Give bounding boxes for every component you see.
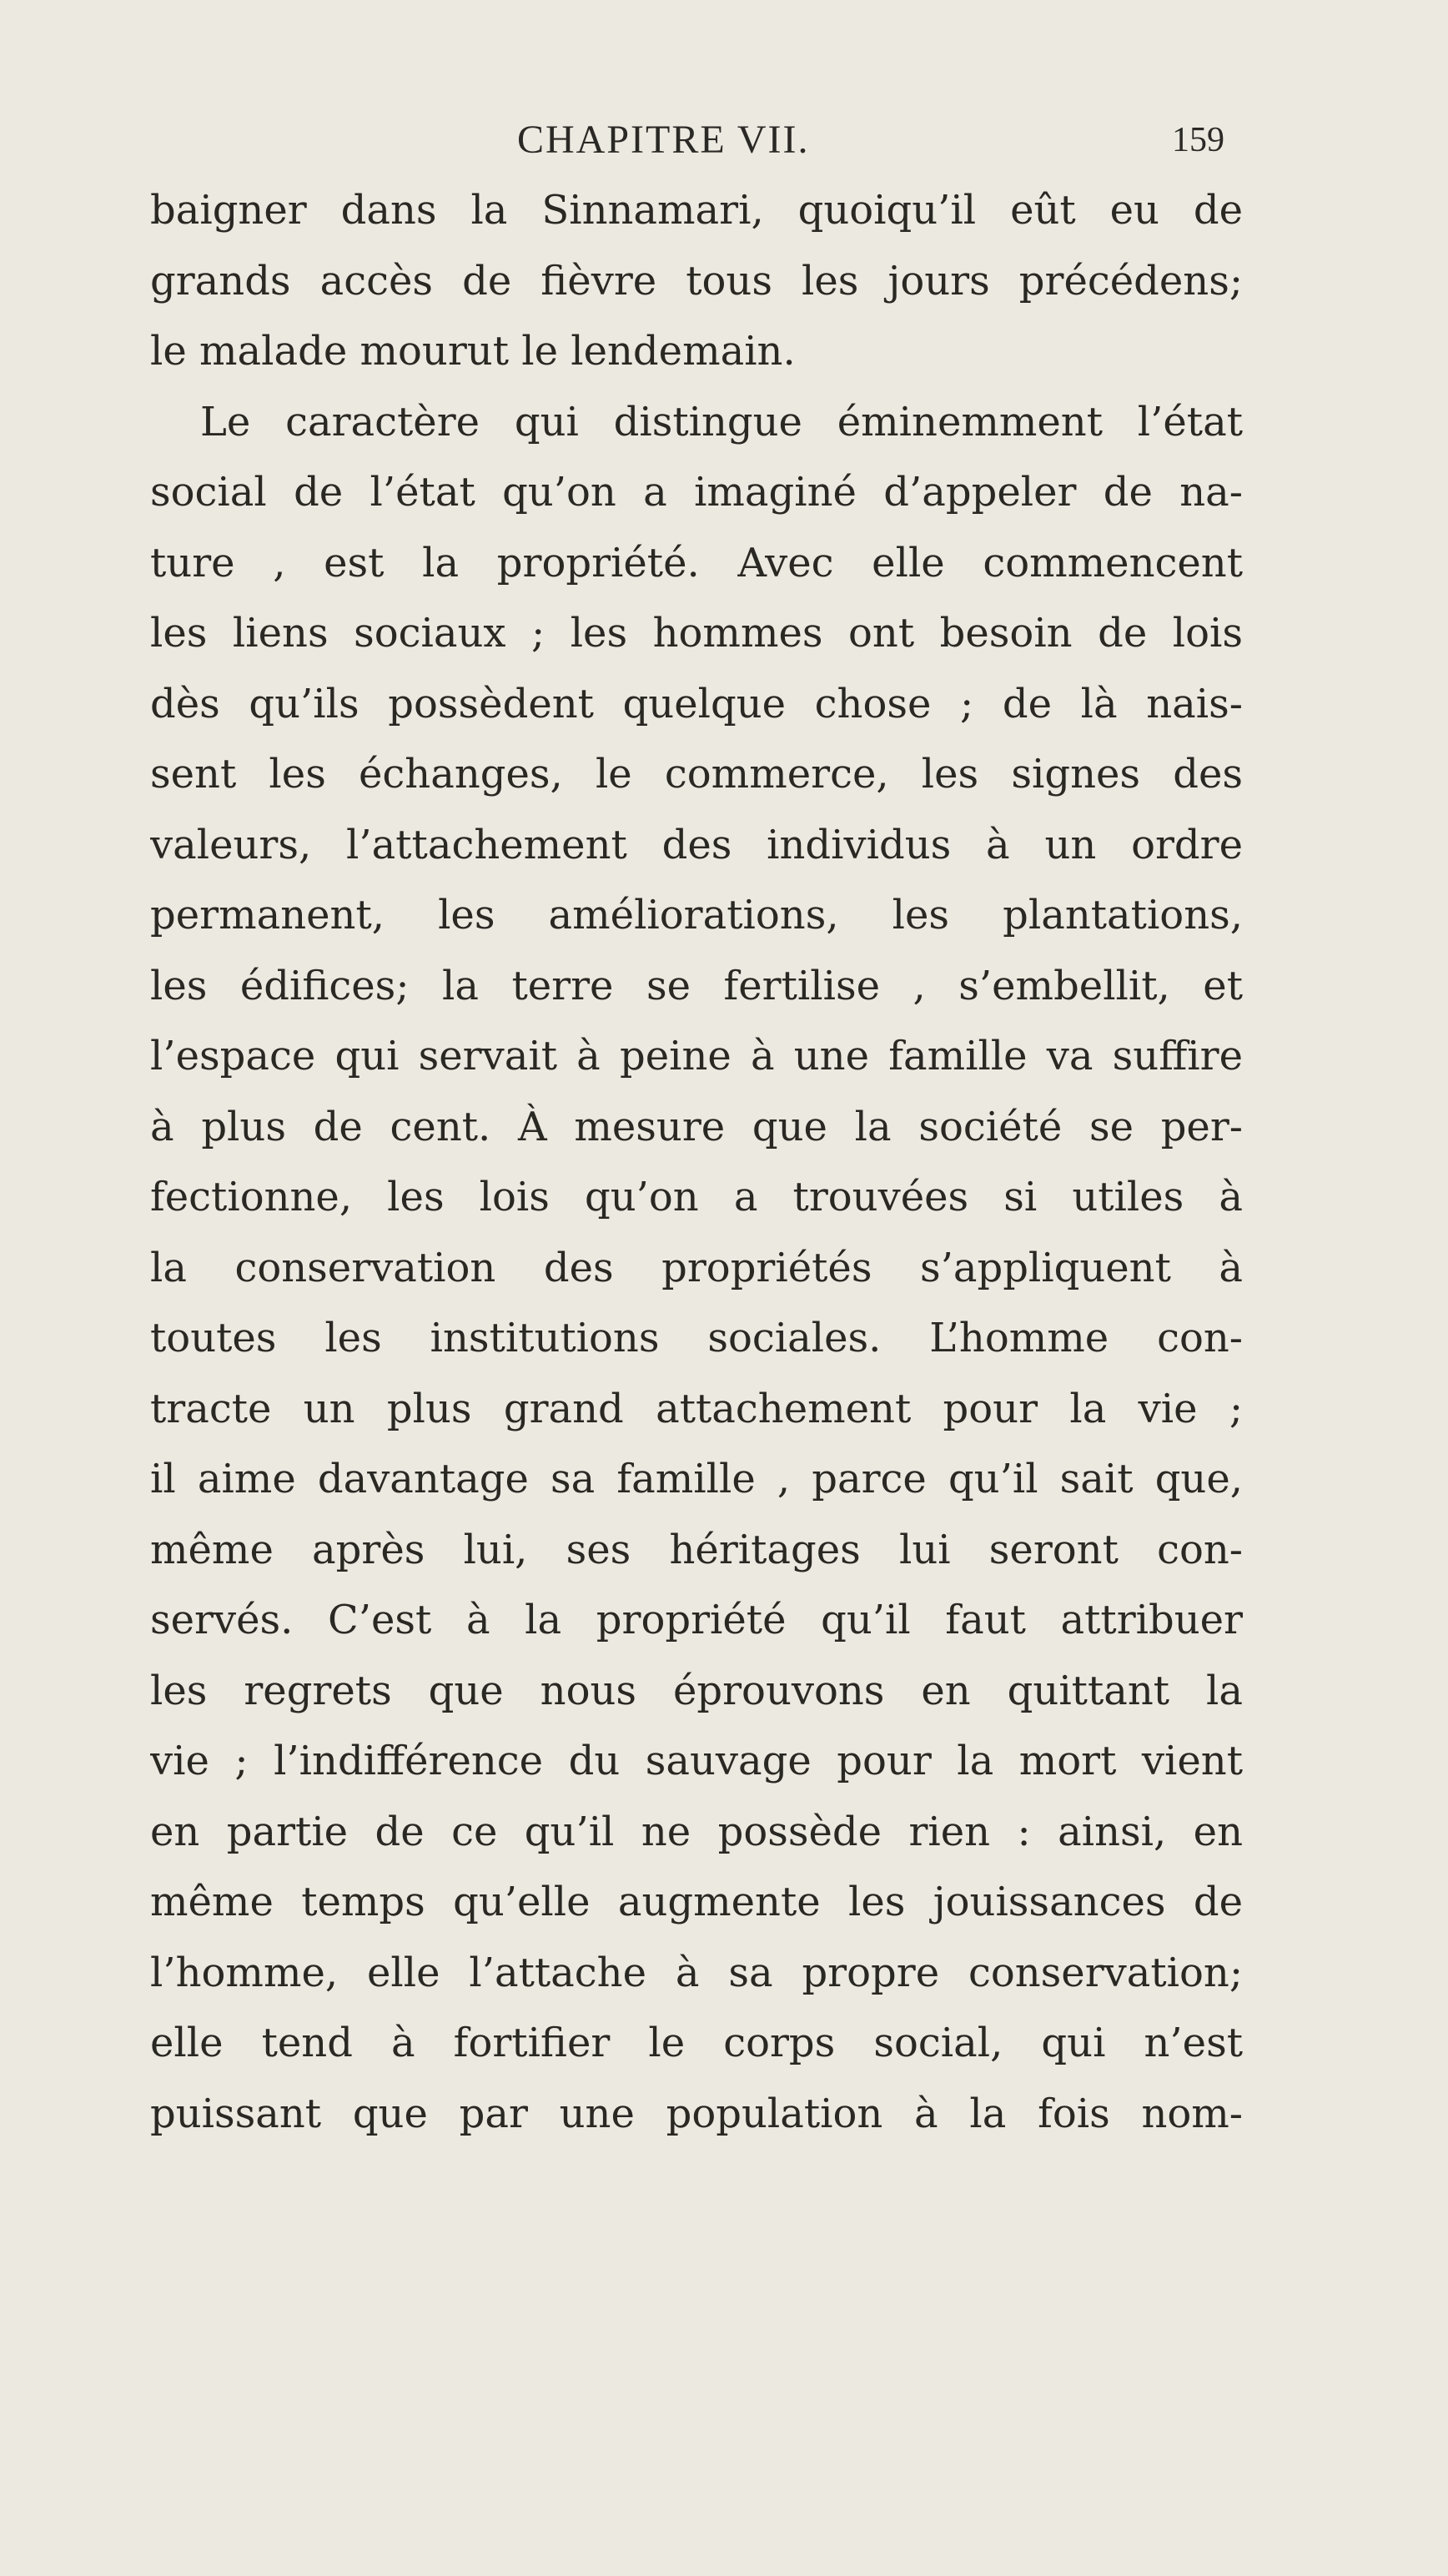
text-line: social de l’état qu’on a imaginé d’appeler de na- xyxy=(150,469,1243,516)
text-line: elle tend à fortifier le corps social, qui n’est xyxy=(150,2020,1243,2066)
page-number: 159 xyxy=(1172,121,1224,159)
text-line: à plus de cent. À mesure que la société se per- xyxy=(150,1103,1243,1150)
text-line: les édifices; la terre se fertilise , s’embellit, et xyxy=(150,962,1243,1009)
text-line: sent les échanges, le commerce, les signes des xyxy=(150,751,1243,797)
text-line: le malade mourut le lendemain. xyxy=(150,328,796,375)
text-line: l’espace qui servait à peine à une famille va suffire xyxy=(150,1033,1243,1079)
text-line: même temps qu’elle augmente les jouissances de xyxy=(150,1879,1243,1925)
text-line: servés. C’est à la propriété qu’il faut attribuer xyxy=(150,1597,1243,1643)
text-line: fectionne, les lois qu’on a trouvées si utiles à xyxy=(150,1174,1243,1220)
text-line: baigner dans la Sinnamari, quoiqu’il eût eu de xyxy=(150,187,1243,234)
text-line: en partie de ce qu’il ne possède rien : ainsi, en xyxy=(150,1808,1243,1855)
text-line: même après lui, ses héritages lui seront con- xyxy=(150,1526,1243,1573)
text-line: vie ; l’indifférence du sauvage pour la mort vient xyxy=(150,1738,1243,1784)
text-line: tracte un plus grand attachement pour la vie ; xyxy=(150,1385,1243,1432)
text-line: grands accès de fièvre tous les jours précédens; xyxy=(150,257,1243,304)
text-line: Le caractère qui distingue éminemment l’état xyxy=(200,398,1243,445)
text-line: ture , est la propriété. Avec elle commencent xyxy=(150,539,1243,586)
text-line: puissant que par une population à la fois nom- xyxy=(150,2090,1243,2137)
text-line: les regrets que nous éprouvons en quittant la xyxy=(150,1667,1243,1714)
text-line: toutes les institutions sociales. L’homme con- xyxy=(150,1315,1243,1361)
text-line: l’homme, elle l’attache à sa propre conservation; xyxy=(150,1949,1243,1996)
running-head xyxy=(0,117,1448,167)
text-line: permanent, les améliorations, les plantations, xyxy=(150,892,1243,938)
text-line: les liens sociaux ; les hommes ont besoin de lois xyxy=(150,610,1243,657)
text-line: dès qu’ils possèdent quelque chose ; de là nais- xyxy=(150,680,1243,727)
chapter-heading: CHAPITRE VII. xyxy=(517,118,810,162)
text-line: valeurs, l’attachement des individus à un ordre xyxy=(150,821,1243,868)
text-line: la conservation des propriétés s’appliquent à xyxy=(150,1244,1243,1291)
text-line: il aime davantage sa famille , parce qu’il sait que, xyxy=(150,1456,1243,1502)
body-text xyxy=(150,175,1243,2149)
